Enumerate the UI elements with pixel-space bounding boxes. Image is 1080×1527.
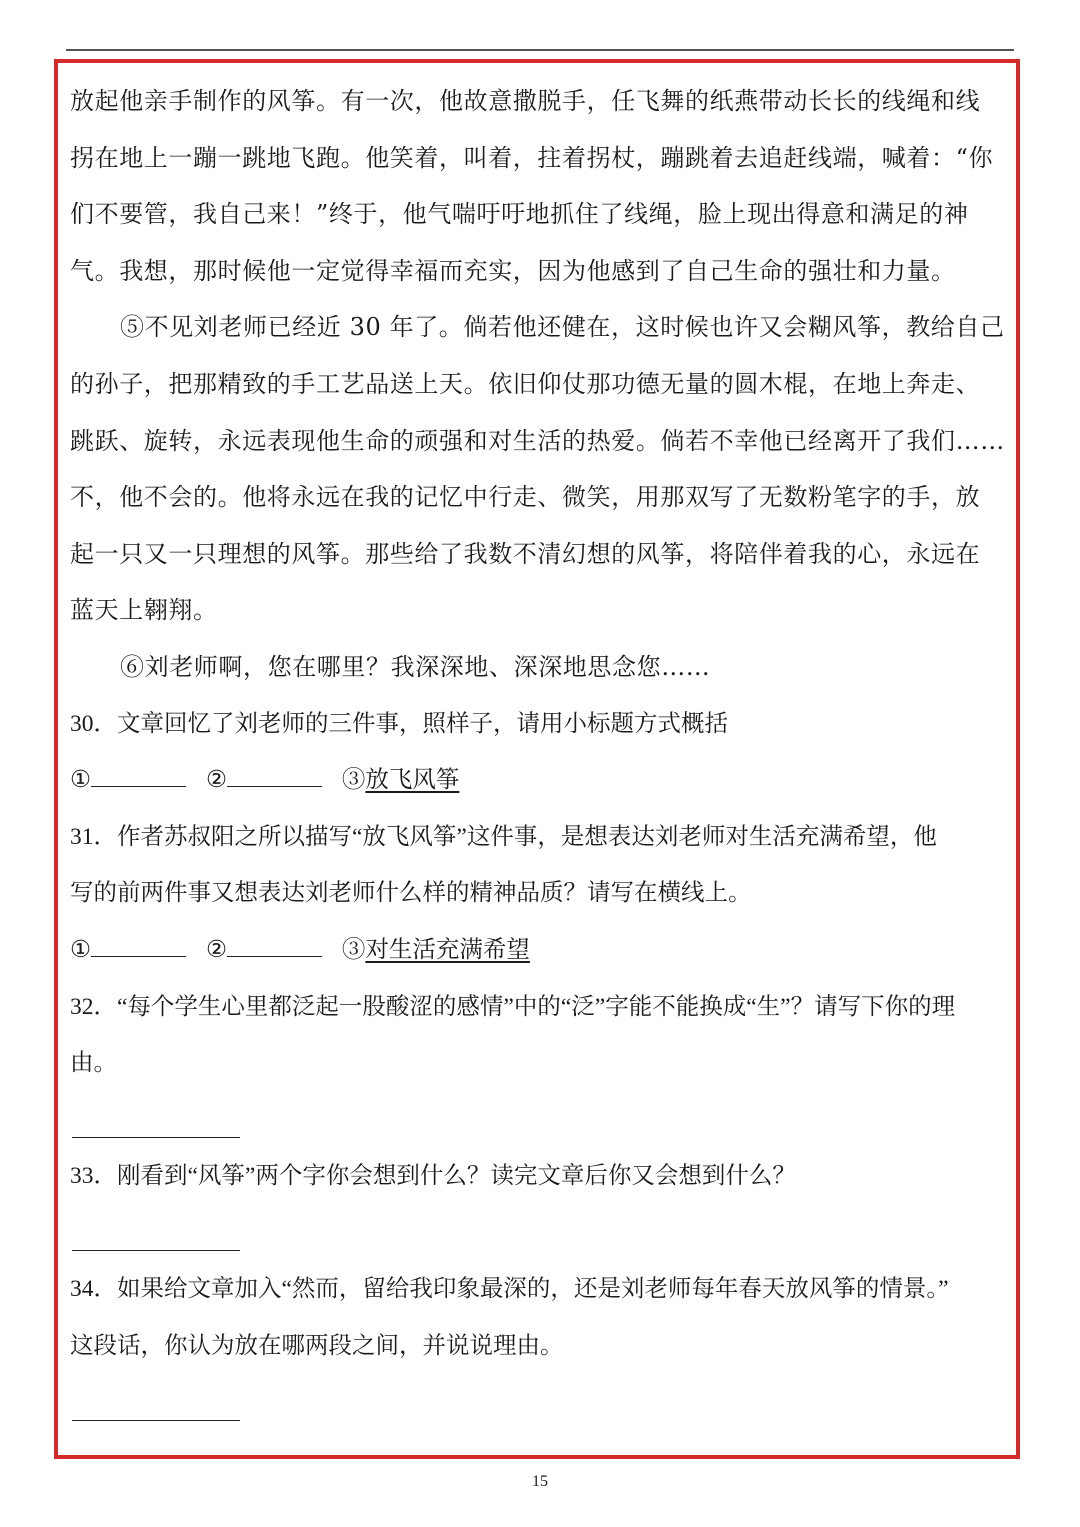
passage-line: 拐在地上一蹦一跳地飞跑。他笑着，叫着，拄着拐杖，蹦跳着去追赶线端，喊着：“你 — [70, 143, 994, 172]
question-30-answers — [70, 752, 1010, 809]
question-32 — [70, 979, 1010, 1149]
answer-3-text: 放飞风筝 — [365, 767, 460, 794]
answer-blank-1[interactable] — [91, 936, 186, 957]
answer-line[interactable] — [70, 1375, 1010, 1432]
answer-mark: ② — [205, 767, 228, 794]
question-32-text: 32．“每个学生心里都泛起一股酸涩的感情”中的“泛”字能不能换成“生”？请写下你的理 — [70, 993, 956, 1020]
answer-3-text: 对生活充满希望 — [365, 936, 530, 963]
page-number: 15 — [532, 1473, 548, 1490]
answer-mark: ③ — [341, 936, 366, 963]
question-31 — [70, 809, 1010, 979]
passage-line: 的孙子，把那精致的手工艺品送上天。依旧仰仗那功德无量的圆木棍，在地上奔走、 — [70, 369, 981, 398]
question-31-answers — [70, 922, 1010, 979]
header-rule — [66, 49, 1014, 51]
passage-line: 放起他亲手制作的风筝。有一次，他故意撒脱手，任飞舞的纸燕带动长长的线绳和线 — [70, 87, 981, 115]
question-34-text: 34．如果给文章加入“然而，留给我印象最深的，还是刘老师每年春天放风筝的情景。” — [70, 1276, 949, 1303]
content — [70, 73, 1010, 1431]
question-32-text: 由。 — [70, 1050, 117, 1077]
passage — [70, 73, 1010, 696]
question-31-text: 31．作者苏叔阳之所以描写“放飞风筝”这件事，是想表达刘老师对生活充满希望，他 — [70, 823, 937, 850]
passage-line: 们不要管，我自己来！”终于，他气喘吁吁地抓住了线绳，脸上现出得意和满足的神 — [70, 200, 969, 229]
answer-mark: ② — [205, 936, 228, 963]
question-30 — [70, 696, 1010, 809]
answer-blank-2[interactable] — [227, 766, 322, 787]
question-34-text: 这段话，你认为放在哪两段之间，并说说理由。 — [70, 1333, 564, 1360]
question-30-text: 30．文章回忆了刘老师的三件事，照样子，请用小标题方式概括 — [70, 710, 728, 737]
question-31-text: 写的前两件事又想表达刘老师什么样的精神品质？请写在横线上。 — [70, 880, 752, 907]
passage-line: ⑤不见刘老师已经近 30 年了。倘若他还健在，这时候也许又会糊风筝，教给自己 — [120, 313, 1005, 342]
passage-line: 不，他不会的。他将永远在我的记忆中行走、微笑，用那双写了无数粉笔字的手，放 — [70, 483, 981, 512]
answer-mark: ① — [70, 936, 92, 963]
answer-mark: ① — [70, 767, 92, 794]
question-33-text: 33．刚看到“风筝”两个字你会想到什么？读完文章后你又会想到什么？ — [70, 1163, 796, 1190]
passage-line: 起一只又一只理想的风筝。那些给了我数不清幻想的风筝，将陪伴着我的心，永远在 — [70, 539, 981, 568]
passage-line: 气。我想，那时候他一定觉得幸福而充实，因为他感到了自己生命的强壮和力量。 — [70, 256, 956, 285]
answer-blank-2[interactable] — [227, 936, 322, 957]
passage-line: 跳跃、旋转，永远表现他生命的顽强和对生活的热爱。倘若不幸他已经离开了我们…… — [70, 426, 1005, 455]
passage-line: ⑥刘老师啊，您在哪里？我深深地、深深地思念您…… — [120, 652, 711, 681]
content-frame — [54, 59, 1020, 1459]
passage-line: 蓝天上翱翔。 — [70, 596, 218, 625]
answer-mark: ③ — [341, 767, 366, 794]
question-33 — [70, 1148, 1010, 1261]
answer-line[interactable] — [70, 1092, 1010, 1149]
answer-blank-1[interactable] — [91, 766, 186, 787]
question-34 — [70, 1261, 1010, 1431]
answer-line[interactable] — [70, 1205, 1010, 1262]
